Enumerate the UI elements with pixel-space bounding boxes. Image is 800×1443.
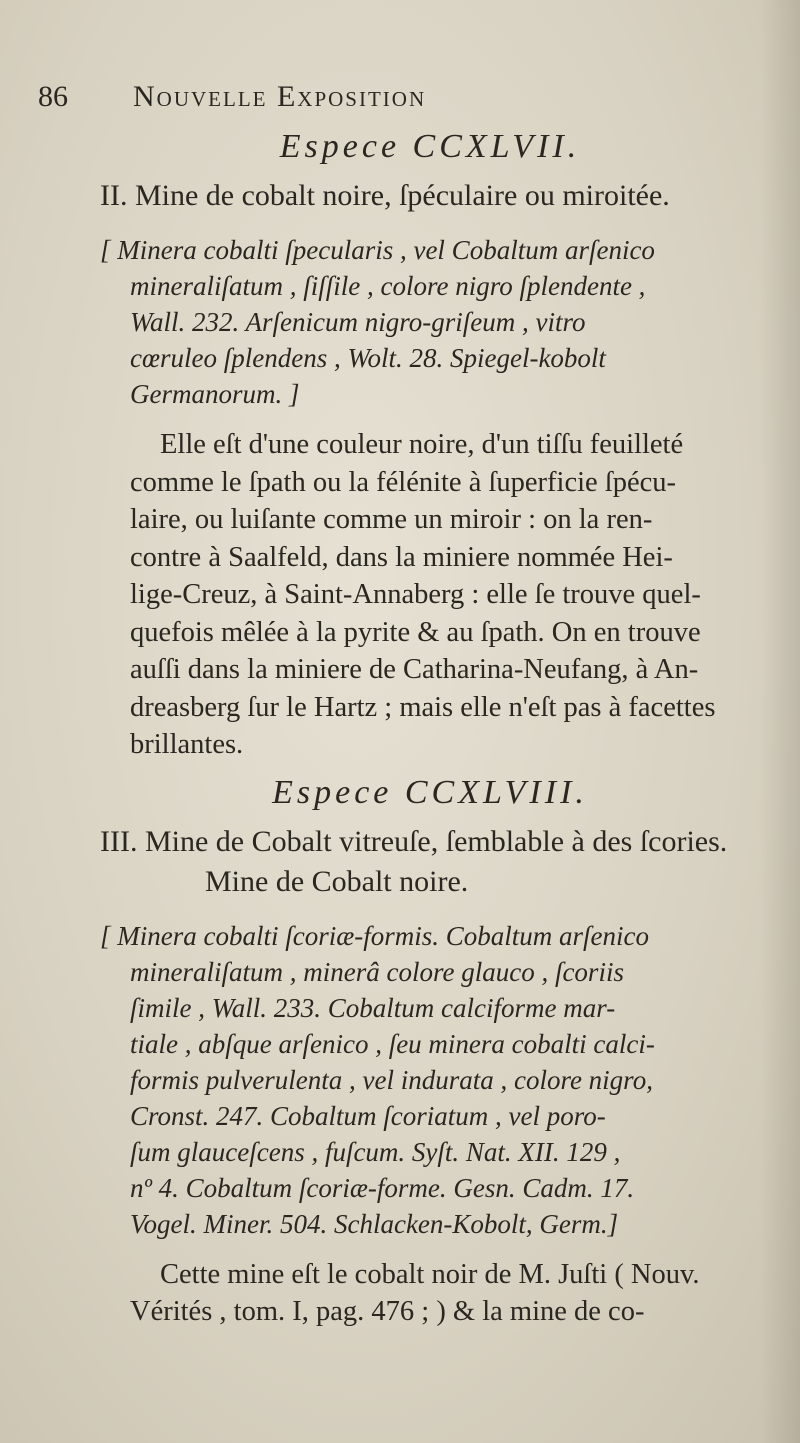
paragraph-line: Vérités , tom. I, pag. 476 ; ) & la mine de co- [130, 1296, 645, 1327]
paragraph-line: auſſi dans la miniere de Catharina-Neufang, à An- [130, 654, 699, 685]
synonymy-line: mineraliſatum , minerâ colore glauco , ſcoriis [130, 956, 624, 987]
title-line: III. Mine de Cobalt vitreuſe, ſemblable à des ſcories. [100, 824, 728, 858]
synonymy-line: formis pulverulenta , vel indurata , colore nigro, [130, 1064, 653, 1095]
synonymy-line: ſimile , Wall. 233. Cobaltum calciforme mar- [130, 992, 616, 1023]
paragraph-line: brillantes. [130, 729, 244, 760]
synonymy-line: nº 4. Cobaltum ſcoriæ-forme. Gesn. Cadm. 17. [130, 1172, 635, 1203]
page-number: 86 [38, 80, 68, 113]
synonymy-line: Cronst. 247. Cobaltum ſcoriatum , vel poro- [130, 1100, 606, 1131]
paragraph-line: dreasberg ſur le Hartz ; mais elle n'eſt pas à facettes [130, 691, 716, 723]
species-title [100, 176, 760, 216]
synonymy-line: Vogel. Miner. 504. Schlacken-Kobolt, Germ.] [130, 1208, 619, 1239]
synonymy-line: tiale , abſque arſenico , ſeu minera cobalti calci- [130, 1028, 655, 1059]
title-line: II. Mine de cobalt noire, ſpéculaire ou miroitée. [100, 179, 670, 212]
synonymy-line: Germanorum. ] [130, 379, 300, 409]
paragraph-line: Cette mine eſt le cobalt noir de M. Juſti ( Nouv. [160, 1258, 700, 1290]
paragraph-line: Elle eſt d'une couleur noire, d'un tiſſu feuilleté [160, 429, 684, 460]
paragraph-line: comme le ſpath ou la félénite à ſuperficie ſpécu- [130, 466, 676, 498]
synonymy-line: [ Minera cobalti ſcoriæ-formis. Cobaltum arſenico [100, 920, 649, 951]
paragraph-line: contre à Saalfeld, dans la miniere nommée Hei- [130, 541, 673, 573]
title-line: Mine de Cobalt noire. [205, 864, 469, 898]
paragraph-line: laire, ou luiſante comme un miroir : on la ren- [130, 504, 653, 535]
paragraph-line: quefois mêlée à la pyrite & au ſpath. On en trouve [130, 616, 701, 648]
synonymy-line: [ Minera cobalti ſpecularis , vel Cobaltum arſenico [100, 235, 655, 265]
synonymy-line: ſum glauceſcens , fuſcum. Syſt. Nat. XII. 129 , [130, 1136, 621, 1167]
species-heading: Espece CCXLVIII. [272, 773, 588, 811]
synonymy-block [100, 918, 760, 1242]
species-heading: Espece CCXLVII. [279, 128, 581, 165]
synonymy-line: cœruleo ſplendens , Wolt. 28. Spiegel-kobolt [130, 343, 606, 373]
synonymy-line: Wall. 232. Arſenicum nigro-griſeum , vitro [130, 307, 586, 337]
page-text [38, 80, 760, 1341]
synonymy-line: mineraliſatum , ſiſſile , colore nigro ſplendente , [130, 271, 646, 301]
synonymy-block [100, 232, 760, 412]
running-header [38, 80, 760, 120]
description-paragraph [100, 1256, 760, 1331]
paragraph-line: lige-Creuz, à Saint-Annaberg : elle ſe trouve quel- [130, 579, 701, 610]
description-paragraph [100, 426, 760, 764]
species-title [100, 822, 760, 902]
running-title: Nouvelle Exposition [133, 80, 427, 113]
